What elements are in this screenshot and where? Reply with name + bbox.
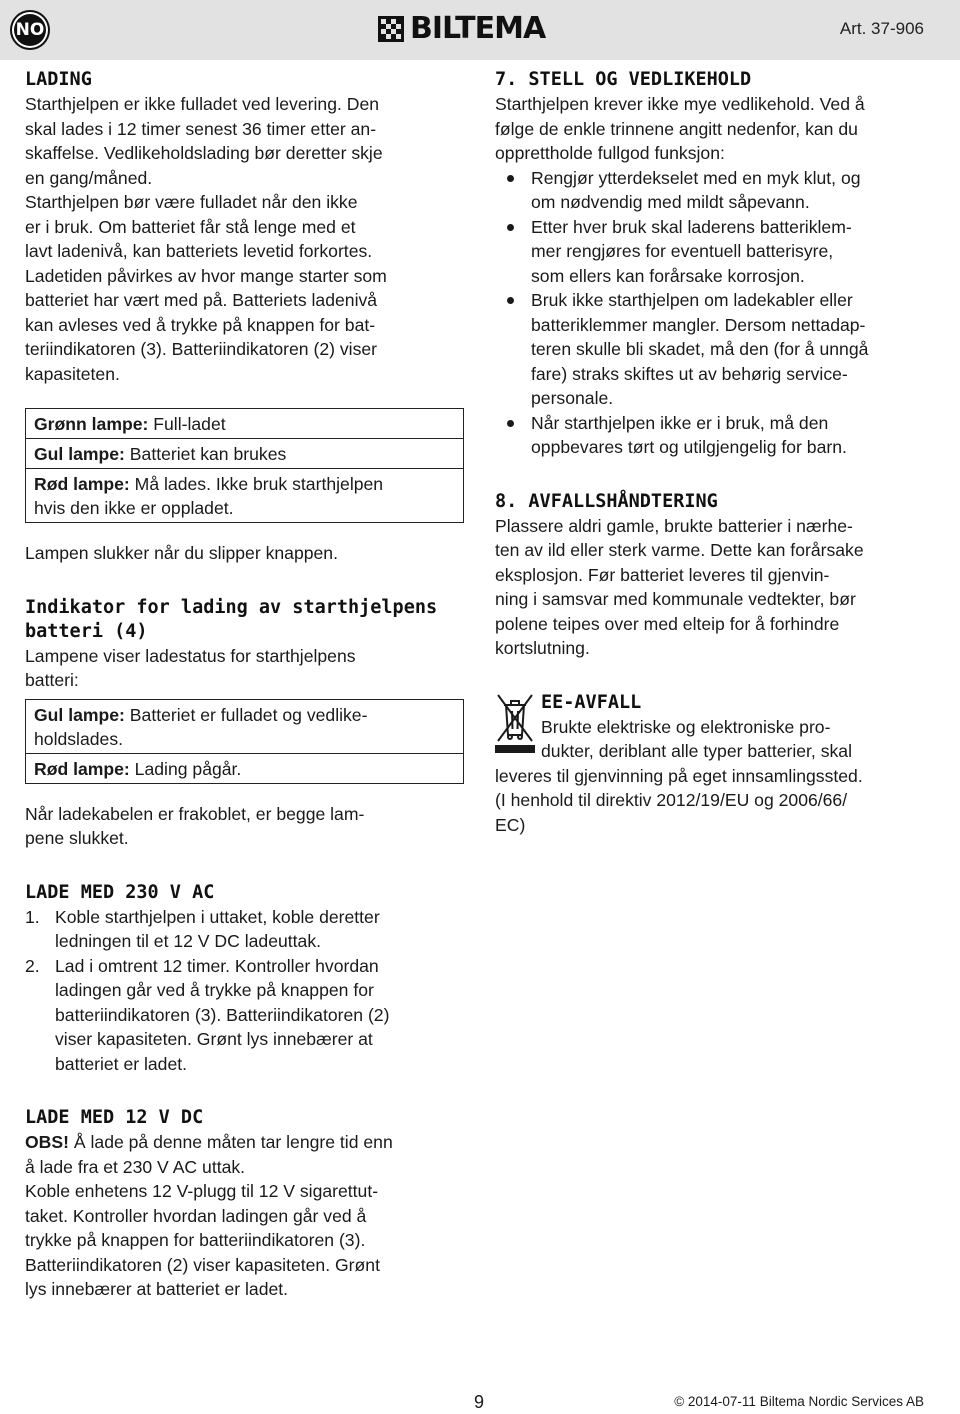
language-badge: NO [10,10,50,50]
text-line: om nødvendig med mildt såpevann. [531,192,810,212]
text-line: følge de enkle trinnene angitt nedenfor, kan du [495,118,858,139]
lamp-label: Grønn lampe: [34,414,149,434]
text-line: EC) [495,814,526,835]
lamp-row-green [26,409,463,438]
list-item [25,954,465,1077]
lamp-label: Rød lampe: [34,474,130,494]
text-line: trykke på knappen for batteriindikatoren (3). [25,1230,366,1250]
lamp-text: holdslades. [34,728,124,749]
lamp-text: Full-ladet [148,414,226,434]
text-line: teriindikatoren (3). Batteriindikatoren (2) viser [25,339,378,359]
text-line: Starthjelpen er ikke fulladet ved levering. Den [25,94,380,114]
crossed-bin-icon [495,691,535,753]
section-title-lade-230: LADE MED 230 V AC [25,881,215,903]
text-line: batteriet er ladet. [55,1053,188,1074]
text-line: Lampene viser ladestatus for starthjelpens [25,645,356,666]
lamp-text: Batteriet er fulladet og vedlike- [124,704,368,725]
lade-230-steps [25,905,465,1077]
list-item [25,905,465,954]
lamp-status-table [25,408,464,523]
list-item [495,166,940,215]
text-line: en gang/måned. [25,167,153,188]
lamp-label: Rød lampe: [34,758,130,779]
text-line: Bruk ikke starthjelpen om ladekabler eller [531,290,853,310]
text-line: leveres til gjenvinning på eget innsamlingssted. [495,765,863,786]
text-line: Når ladekabelen er frakoblet, er begge lam- [25,803,365,824]
lamp-off-note: Lampen slukker når du slipper knappen. [25,543,338,563]
checkered-flag-icon [378,16,404,42]
section-title-lading: LADING [25,69,92,90]
obs-label: OBS! [25,1132,69,1152]
text-line: ning i samsvar med kommunale vedtekter, bør [495,589,856,609]
text-line: oppbevares tørt og utilgjengelig for barn. [531,437,847,457]
text-line: polene teipes over med elteip for å forhindre [495,613,840,634]
text-line: Koble enhetens 12 V-plugg til 12 V sigarettut- [25,1181,379,1201]
ee-avfall-block [495,691,940,838]
section-title-ee-avfall: EE-AVFALL [541,691,642,713]
text-line: kapasiteten. [25,363,120,384]
text-line: skal lades i 12 timer senest 36 timer etter an- [25,118,377,139]
lamp-text: Lading pågår. [129,758,242,779]
page-number: 9 [474,1392,485,1412]
text-line: Ladetiden påvirkes av hvor mange starter som [25,265,387,286]
right-column [495,68,940,837]
section-title-avfall: 8. AVFALLSHÅNDTERING [495,490,718,512]
section-title-stell: 7. STELL OG VEDLIKEHOLD [495,69,752,90]
lamp-charge-table [25,699,464,784]
text-line: lys innebærer at batteriet er ladet. [25,1279,289,1299]
text-line: eksplosjon. Før batteriet leveres til gjenvin- [495,564,830,585]
logo-text: BILTEMA [410,11,546,46]
bullet-icon [507,224,514,231]
lamp-text: Batteriet kan brukes [124,444,287,464]
text-line: skaffelse. Vedlikeholdslading bør deretter skje [25,143,383,163]
text-line: Koble starthjelpen i uttaket, koble deretter [55,906,380,927]
obs-text: Å lade på denne måten tar lengre tid enn [68,1132,393,1152]
title-line: batteri (4) [25,620,148,642]
text-line: Plassere aldri gamle, brukte batterier i nærhe- [495,515,853,536]
text-line: viser kapasiteten. Grønt lys innebærer at [55,1029,373,1049]
list-item [495,215,940,289]
lamp-row-yellow [26,700,463,753]
left-column [25,68,465,1302]
maintenance-list [495,166,940,460]
lamp-text: hvis den ikke er oppladet. [34,498,234,518]
step-number: 2. [25,955,40,976]
text-line: batteriklemmer mangler. Dersom nettadap- [531,314,866,335]
text-line: kortslutning. [495,638,590,658]
text-line: Rengjør ytterdekselet med en myk klut, og [531,167,861,188]
lading-text [25,92,465,386]
text-line: Lad i omtrent 12 timer. Kontroller hvordan [55,955,379,976]
lamp-row-red [26,753,463,783]
text-line: batteriindikatoren (3). Batteriindikatoren (2) [55,1004,390,1025]
list-item [495,288,940,411]
text-line: Starthjelpen krever ikke mye vedlikehold. Ved å [495,94,865,114]
biltema-logo [378,11,546,46]
section-title-lade-12: LADE MED 12 V DC [25,1107,204,1128]
section-title-indicator [25,596,465,644]
lamp-row-red [26,468,463,522]
text-line: dukter, deriblant alle typer batterier, skal [541,741,852,761]
text-line: Batteriindikatoren (2) viser kapasiteten. Grønt [25,1254,380,1275]
text-line: (I henhold til direktiv 2012/19/EU og 2006/66/ [495,790,848,810]
lamp-label: Gul lampe: [34,704,125,725]
text-line: kan avleses ved å trykke på knappen for bat- [25,314,376,335]
text-line: ledningen til et 12 V DC ladeuttak. [55,931,322,951]
text-line: Brukte elektriske og elektroniske pro- [541,716,831,737]
bullet-icon [507,420,514,427]
text-line: er i bruk. Om batteriet får stå lenge med et [25,216,356,237]
text-line: lavt ladenivå, kan batteriets levetid forkortes. [25,241,373,261]
text-line: å lade fra et 230 V AC uttak. [25,1156,246,1177]
text-line [25,1130,465,1155]
text-line: Etter hver bruk skal laderens batteriklem- [531,216,852,237]
lamp-label: Gul lampe: [34,444,125,464]
step-number: 1. [25,906,40,927]
text-line: Starthjelpen bør være fulladet når den ikke [25,192,358,212]
list-item [495,411,940,460]
text-line: personale. [531,388,614,408]
text-line: batteri: [25,670,79,690]
article-number: Art. 37-906 [839,19,924,38]
bullet-icon [507,297,514,304]
text-line: taket. Kontroller hvordan ladingen går ved å [25,1205,367,1226]
title-line: Indikator for lading av starthjelpens [25,596,438,618]
text-line: batteriet har vært med på. Batteriets ladenivå [25,290,378,310]
text-line: fare) straks skiftes ut av behørig service- [531,363,848,384]
lamp-row-yellow [26,438,463,468]
header-bar [0,0,960,60]
text-line: som ellers kan forårsake korrosjon. [531,265,805,286]
lamp-text: Må lades. Ikke bruk starthjelpen [129,474,384,494]
bullet-icon [507,175,514,182]
text-line: teren skulle bli skadet, må den (for å unngå [531,339,869,359]
text-line: ladingen går ved å trykke på knappen for [55,980,374,1000]
text-line: pene slukket. [25,828,129,848]
text-line: opprettholde fullgod funksjon: [495,143,725,163]
text-line: Når starthjelpen ikke er i bruk, må den [531,412,829,433]
copyright-note: © 2014-07-11 Biltema Nordic Services AB [674,1394,924,1409]
text-line: mer rengjøres for eventuell batterisyre, [531,241,834,261]
text-line: ten av ild eller sterk varme. Dette kan forårsake [495,540,864,560]
